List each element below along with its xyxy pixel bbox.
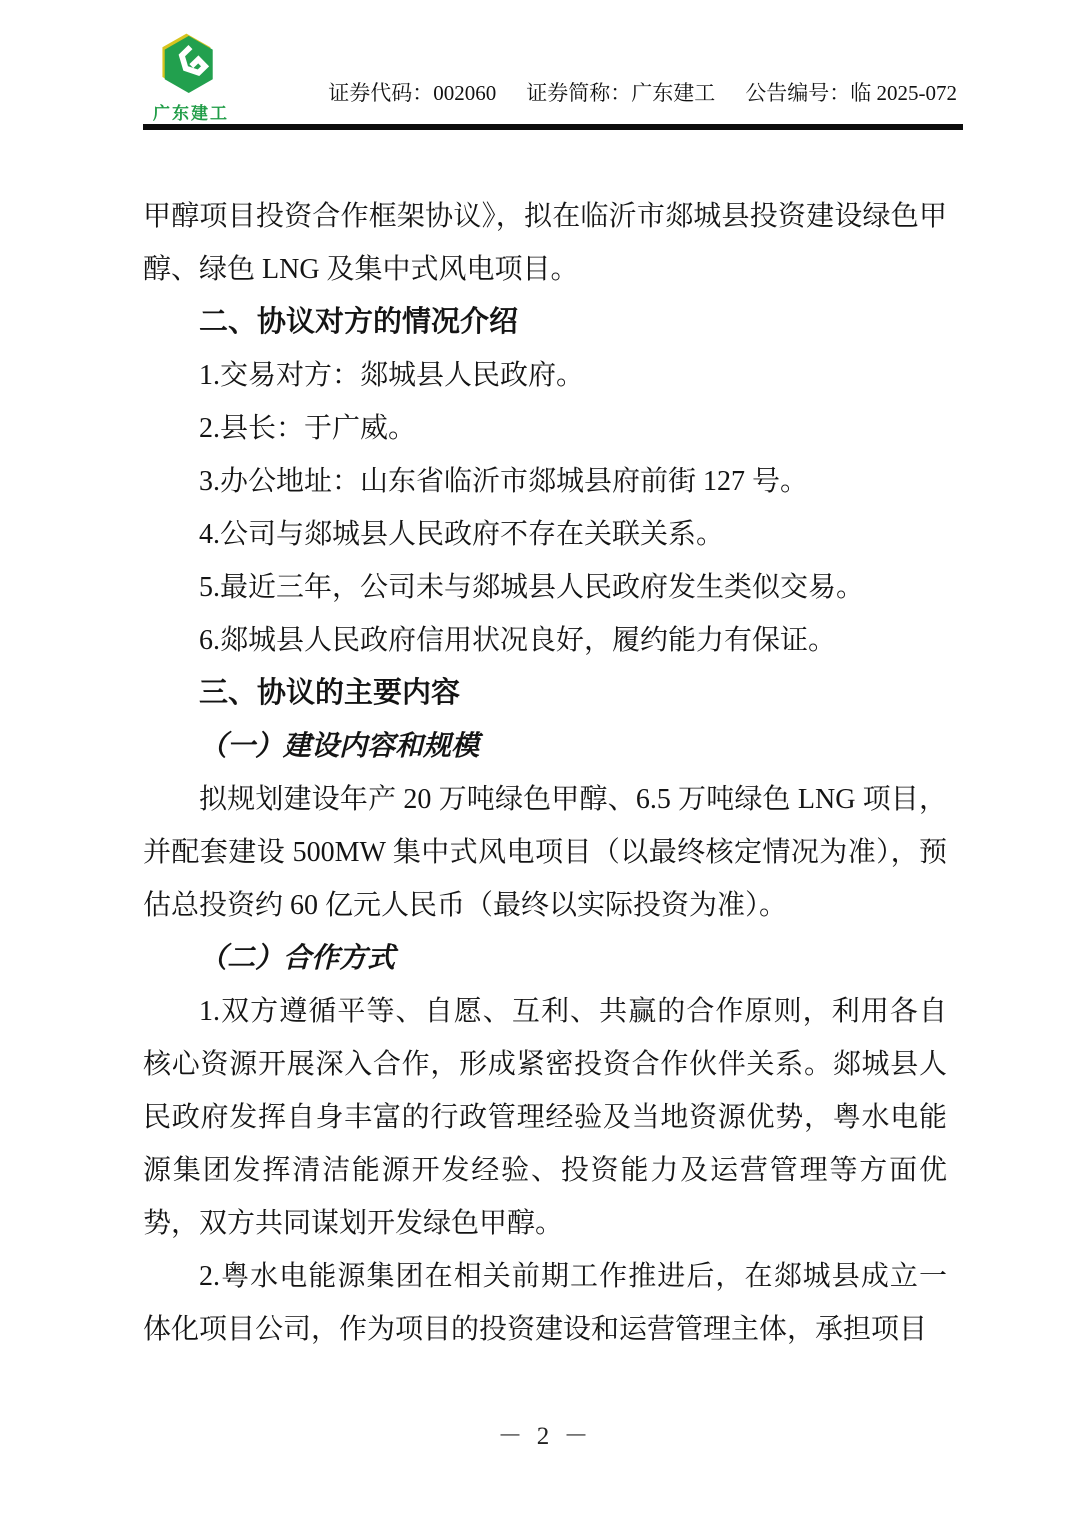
- document-body: [143, 190, 947, 1356]
- securities-code-value: 002060: [433, 81, 497, 105]
- list-item-5: 5.最近三年，公司未与郯城县人民政府发生类似交易。: [199, 572, 865, 603]
- paragraph-continued: 甲醇项目投资合作框架协议》，拟在临沂市郯城县投资建设绿色甲醇、绿色 LNG 及集中式风电项目。: [143, 201, 947, 285]
- announcement-no-label: 公告编号：: [745, 81, 851, 105]
- company-logo: [150, 33, 232, 124]
- securities-abbr: [526, 77, 715, 107]
- list-item-4: 4.公司与郯城县人民政府不存在关联关系。: [199, 519, 725, 550]
- section-heading-3: 三、协议的主要内容: [199, 677, 461, 709]
- paragraph: 拟规划建设年产 20 万吨绿色甲醇、6.5 万吨绿色 LNG 项目，并配套建设 500MW 集中式风电项目（以最终核定情况为准），预估总投资约 60 亿元人民币（最终以实际投资为准）。: [143, 784, 947, 921]
- section-heading-2: 二、协议对方的情况介绍: [199, 306, 519, 338]
- company-logo-text: 广东建工: [153, 104, 229, 123]
- list-item-1: 1.交易对方：郯城县人民政府。: [199, 360, 585, 391]
- paragraph: 2.粤水电能源集团在相关前期工作推进后，在郯城县成立一体化项目公司，作为项目的投资建设和运营管理主体，承担项目: [143, 1261, 947, 1345]
- securities-abbr-value: 广东建工: [631, 81, 716, 105]
- announcement-no-value: 临 2025-072: [850, 81, 957, 105]
- securities-code-label: 证券代码：: [328, 81, 434, 105]
- company-logo-icon: [162, 33, 220, 97]
- securities-code: [328, 77, 496, 107]
- announcement-no: [745, 77, 957, 107]
- header-divider: [143, 124, 963, 130]
- list-item-3: 3.办公地址：山东省临沂市郯城县府前街 127 号。: [199, 466, 809, 497]
- securities-abbr-label: 证券简称：: [526, 81, 632, 105]
- list-item-2: 2.县长：于广威。: [199, 413, 417, 444]
- subsection-heading-2: （二）合作方式: [199, 943, 396, 974]
- subsection-heading-1: （一）建设内容和规模: [199, 731, 480, 762]
- page-number: － 2 －: [497, 1423, 593, 1450]
- header-info: [328, 77, 957, 107]
- paragraph: 1.双方遵循平等、自愿、互利、共赢的合作原则，利用各自核心资源开展深入合作，形成紧密投资合作伙伴关系。郯城县人民政府发挥自身丰富的行政管理经验及当地资源优势，粤水电能源集团发挥清洁能源开发经验、投资能力及运营管理等方面优势，双方共同谋划开发绿色甲醇。: [143, 996, 947, 1239]
- list-item-6: 6.郯城县人民政府信用状况良好，履约能力有保证。: [199, 625, 837, 656]
